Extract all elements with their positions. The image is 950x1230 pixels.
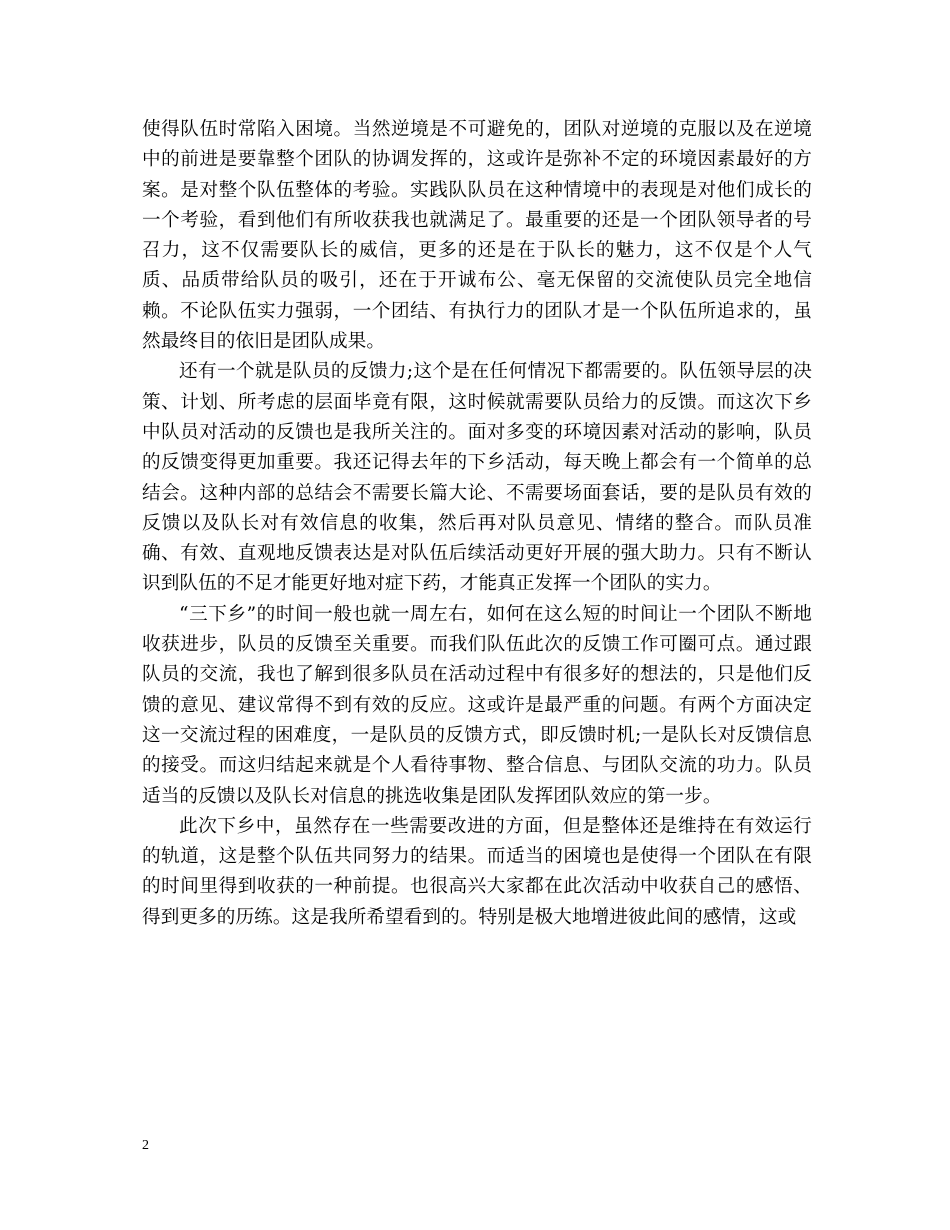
paragraph-2: 还有一个就是队员的反馈力;这个是在任何情况下都需要的。队伍领导层的决策、计划、所考虑的层面毕竟有限，这时候就需要队员给力的反馈。而这次下乡中队员对活动的反馈也是我所关注的。面对多变的环境因素对活动的影响，队员的反馈变得更加重要。我还记得去年的下乡活动，每天晚上都会有一个简单的总结会。这种内部的总结会不需要长篇大论、不需要场面套话，要的是队员有效的反馈以及队长对有效信息的收集，然后再对队员意见、情绪的整合。而队员准确、有效、直观地反馈表达是对队伍后续活动更好开展的强大助力。只有不断认识到队伍的不足才能更好地对症下药，才能真正发挥一个团队的实力。 — [142, 361, 812, 595]
paragraph-4: 此次下乡中，虽然存在一些需要改进的方面，但是整体还是维持在有效运行的轨道，这是整个队伍共同努力的结果。而适当的困境也是使得一个团队在有限的时间里得到收获的一种前提。也很高兴大家都在此次活动中收获自己的感悟、得到更多的历练。这是我所希望看到的。特别是极大地增进彼此间的感情，这或 — [142, 815, 812, 928]
paragraph-3: “三下乡”的时间一般也就一周左右，如何在这么短的时间让一个团队不断地收获进步，队员的反馈至关重要。而我们队伍此次的反馈工作可圈可点。通过跟队员的交流，我也了解到很多队员在活动过程中有很多好的想法的，只是他们反馈的意见、建议常得不到有效的反应。这或许是最严重的问题。有两个方面决定这一交流过程的困难度，一是队员的反馈方式，即反馈时机;一是队长对反馈信息的接受。而这归结起来就是个人看待事物、整合信息、与团队交流的功力。队员适当的反馈以及队长对信息的挑选收集是团队发挥团队效应的第一步。 — [142, 603, 812, 807]
page-number: 2 — [142, 1138, 149, 1153]
paragraph-1: 使得队伍时常陷入困境。当然逆境是不可避免的，团队对逆境的克服以及在逆境中的前进是要靠整个团队的协调发挥的，这或许是弥补不定的环境因素最好的方案。是对整个队伍整体的考验。实践队队员在这种情境中的表现是对他们成长的一个考验，看到他们有所收获我也就满足了。最重要的还是一个团队领导者的号召力，这不仅需要队长的威信，更多的还是在于队长的魅力，这不仅是个人气质、品质带给队员的吸引，还在于开诚布公、毫无保留的交流使队员完全地信赖。不论队伍实力强弱，一个团结、有执行力的团队才是一个队伍所追求的，虽然最终目的依旧是团队成果。 — [142, 119, 812, 353]
body-text — [142, 115, 812, 933]
